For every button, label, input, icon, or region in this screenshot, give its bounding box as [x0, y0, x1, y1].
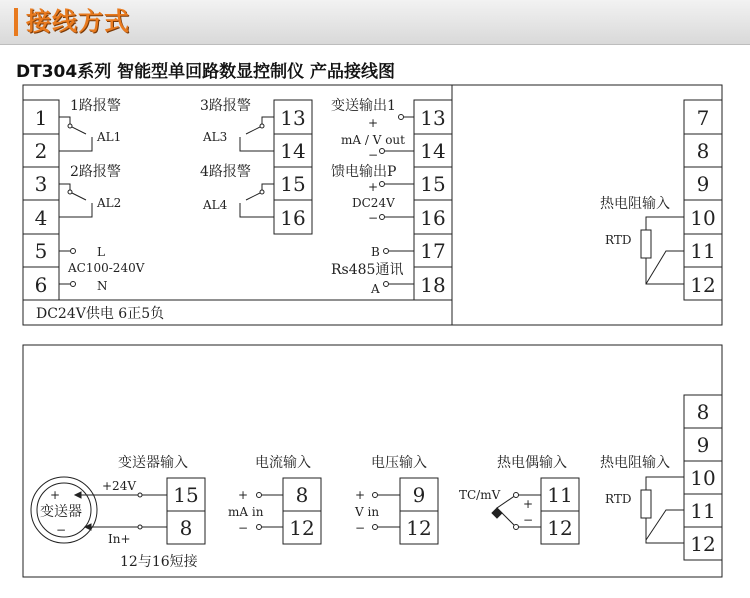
terminal-15: 15 [420, 172, 446, 196]
transmitter-plus: + [50, 488, 61, 502]
terminal-6: 6 [34, 273, 48, 297]
terminal-13: 13 [420, 106, 446, 130]
transmitter-label: 变送器 [40, 504, 82, 520]
terminal-5: 5 [34, 239, 48, 263]
current-terminal-8: 8 [295, 483, 309, 507]
terminal-4: 4 [34, 206, 48, 230]
alarm1-label: 1路报警 [70, 98, 121, 114]
voltage-plus: + [355, 488, 366, 502]
rs485-a-label: A [371, 282, 380, 296]
al2-label: AL2 [97, 196, 122, 210]
al1-label: AL1 [97, 130, 122, 144]
voltage-terminal-12: 12 [406, 516, 432, 540]
rs485-label: Rs485通讯 [331, 262, 404, 278]
power-l-label: L [97, 245, 105, 259]
terminal-3: 3 [34, 172, 48, 196]
minus-1: − [368, 148, 379, 162]
transmitter-terminal-8: 8 [179, 516, 193, 540]
rtd-label-bottom: RTD [605, 492, 632, 506]
alarm2-label: 2路报警 [70, 164, 121, 180]
rtd-bottom-terminal-8: 8 [696, 400, 710, 424]
rtd-bottom-terminal-10: 10 [690, 466, 716, 490]
top-rtd-panel [452, 85, 722, 325]
diagram-title: DT304系列 智能型单回路数显控制仪 产品接线图 [16, 62, 396, 82]
terminal-14: 14 [420, 139, 446, 163]
terminal-16: 16 [420, 206, 446, 230]
tc-minus: − [523, 513, 534, 527]
dc-supply-note: DC24V供电 6正5负 [36, 306, 165, 322]
terminal-2: 2 [34, 139, 48, 163]
minus-2: − [368, 211, 379, 225]
terminal-18: 18 [420, 273, 446, 297]
current-plus: + [238, 488, 249, 502]
voltage-minus: − [355, 521, 366, 535]
ma-vout-label: mA / V out [341, 133, 405, 147]
rtd-bottom-terminal-12: 12 [690, 532, 716, 556]
terminal-16-mid: 16 [280, 206, 306, 230]
current-minus: − [238, 521, 249, 535]
rtd-input-label-bottom: 热电阻输入 [600, 455, 670, 471]
plus-2: + [368, 180, 379, 194]
terminal-17: 17 [420, 239, 446, 263]
short-note: 12与16短接 [120, 554, 198, 570]
al3-label: AL3 [203, 130, 228, 144]
tc-terminal-12: 12 [547, 516, 573, 540]
terminal-1: 1 [34, 106, 48, 130]
thermocouple-input-label: 热电偶输入 [497, 455, 567, 471]
transmitter-terminal-15: 15 [173, 483, 199, 507]
in-plus-label: In+ [108, 532, 131, 546]
power-n-label: N [97, 279, 108, 293]
rs485-b-label: B [371, 245, 380, 259]
v-in-label: V in [355, 505, 380, 519]
al4-label: AL4 [203, 198, 228, 212]
dc24v-label: DC24V [352, 196, 395, 210]
current-input-label: 电流输入 [255, 455, 311, 471]
current-terminal-12: 12 [289, 516, 315, 540]
rtd-label: RTD [605, 233, 632, 247]
alarm3-label: 3路报警 [200, 98, 251, 114]
rtd-terminal-7: 7 [696, 106, 710, 130]
terminal-15-mid: 15 [280, 172, 306, 196]
rtd-terminal-12: 12 [690, 273, 716, 297]
v24-label: +24V [102, 479, 136, 493]
rtd-terminal-8: 8 [696, 139, 710, 163]
transmit-output-label: 变送输出1 [331, 98, 396, 114]
power-voltage-label: AC100-240V [68, 261, 145, 275]
rtd-bottom-terminal-11: 11 [690, 499, 716, 523]
voltage-terminal-9: 9 [412, 483, 426, 507]
rtd-input-label: 热电阻输入 [600, 196, 670, 212]
tc-mv-label: TC/mV [459, 488, 501, 502]
ma-in-label: mA in [228, 505, 264, 519]
alarm4-label: 4路报警 [200, 164, 251, 180]
terminal-13-mid: 13 [280, 106, 306, 130]
tc-plus: + [523, 497, 534, 511]
rtd-terminal-11: 11 [690, 239, 716, 263]
plus-1: + [368, 116, 379, 130]
voltage-input-label: 电压输入 [371, 455, 427, 471]
rtd-terminal-9: 9 [696, 172, 710, 196]
transmitter-input-label: 变送器输入 [118, 455, 188, 471]
rtd-bottom-terminal-9: 9 [696, 433, 710, 457]
header-title: 接线方式 [26, 7, 131, 36]
terminal-14-mid: 14 [280, 139, 306, 163]
transmitter-minus: − [56, 523, 67, 537]
tc-terminal-11: 11 [547, 483, 573, 507]
feed-output-label: 馈电输出P [331, 164, 397, 180]
rtd-terminal-10: 10 [690, 206, 716, 230]
